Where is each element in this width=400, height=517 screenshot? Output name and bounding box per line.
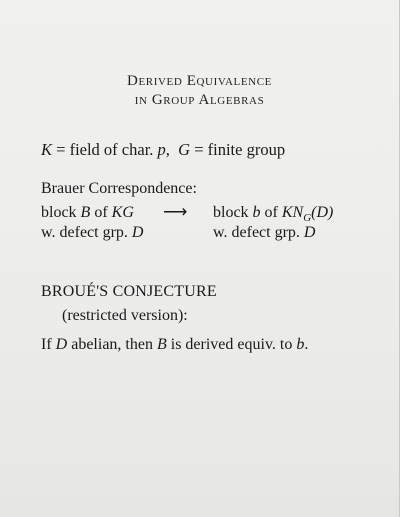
k-variable: K xyxy=(41,140,53,159)
left-of: of xyxy=(90,204,112,221)
left-defect-text: w. defect grp. xyxy=(41,224,132,241)
p-variable: p xyxy=(157,140,166,159)
right-defect-line xyxy=(213,224,315,242)
right-algebra-argument: (D) xyxy=(311,204,334,221)
k-definition: = field of char. xyxy=(52,140,158,159)
abelian-text: abelian, then xyxy=(67,336,157,353)
d-variable: D xyxy=(55,336,68,353)
right-block-line xyxy=(213,204,333,224)
left-algebra: KG xyxy=(111,204,134,221)
normalizer-subscript: G xyxy=(303,212,312,225)
right-of: of xyxy=(260,204,282,221)
brauer-heading: Brauer Correspondence: xyxy=(41,180,197,197)
left-block-word: block xyxy=(41,204,81,221)
g-variable: G xyxy=(178,140,191,159)
definitions-line xyxy=(41,140,285,160)
definitions-separator: , xyxy=(165,140,179,159)
b-variable: B xyxy=(156,336,167,353)
correspondence-arrow: ⟶ xyxy=(163,202,188,221)
conjecture-statement xyxy=(41,336,308,354)
left-defect-variable: D xyxy=(131,224,144,241)
title-line-2: in Group Algebras xyxy=(134,92,265,108)
left-defect-line xyxy=(41,224,143,242)
b-lower-variable: b xyxy=(296,336,305,353)
restricted-version-label: (restricted version): xyxy=(62,307,188,324)
left-block-variable: B xyxy=(80,204,91,221)
right-block-word: block xyxy=(213,204,253,221)
broue-heading: BROUÉ'S CONJECTURE xyxy=(41,283,217,300)
left-block-line xyxy=(41,204,134,222)
derived-equiv-text: is derived equiv. to xyxy=(166,336,297,353)
statement-period: . xyxy=(304,336,309,353)
title-line-1: Derived Equivalence xyxy=(127,73,272,89)
right-defect-variable: D xyxy=(303,224,316,241)
if-text: If xyxy=(41,336,56,353)
right-block-variable: b xyxy=(252,204,261,221)
right-defect-text: w. defect grp. xyxy=(213,224,304,241)
g-definition: = finite group xyxy=(190,140,286,159)
right-algebra: KN xyxy=(281,204,304,221)
